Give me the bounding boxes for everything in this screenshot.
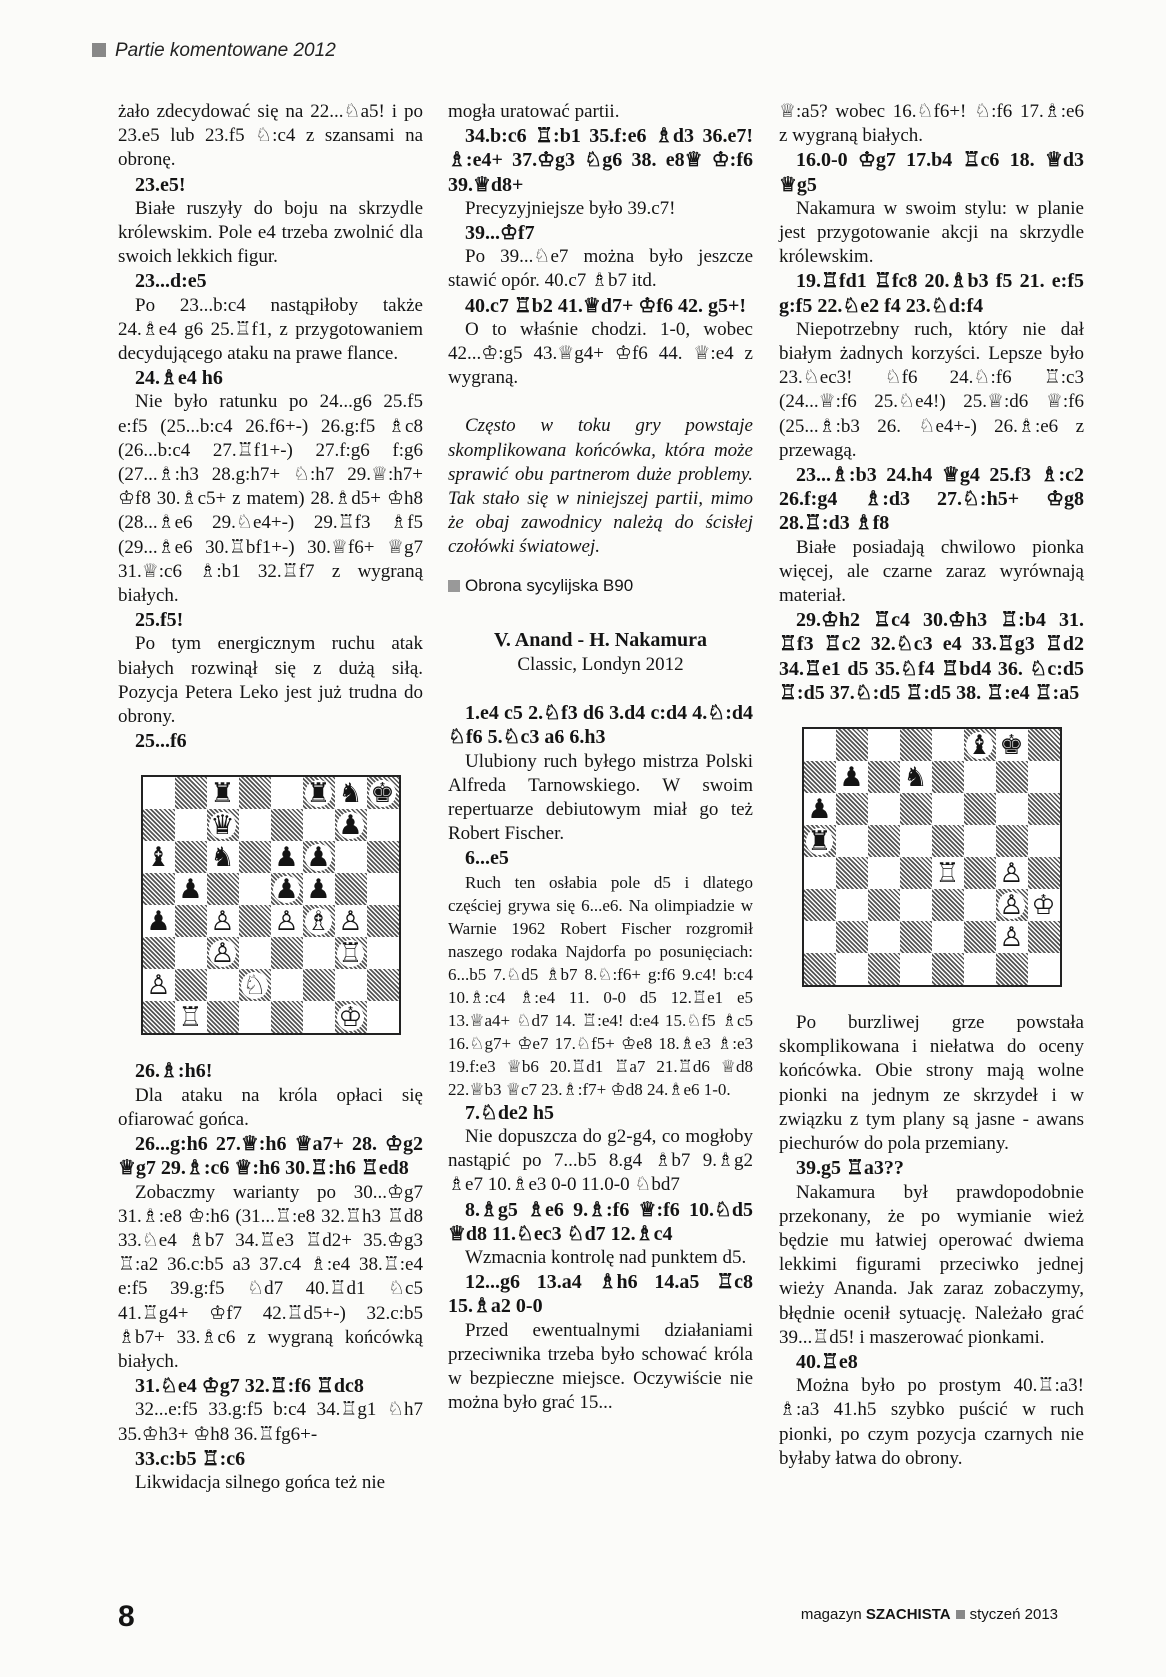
move-line: 26.♗:h6!	[135, 1060, 213, 1083]
game-event: Classic, Londyn 2012	[517, 654, 684, 676]
board-square	[271, 873, 303, 905]
move-line: 26...g:h6 27.♕:h6 ♕a7+ 28. ♔g2 ♕g7 29.♗:c6 ♕:h6 30.♖:h6 ♖ed8	[118, 1133, 423, 1180]
board-square	[1028, 729, 1060, 761]
move-line: 16.0-0 ♔g7 17.b4 ♖c6 18. ♕d3 ♕g5	[779, 149, 1084, 196]
section-square-icon	[448, 580, 460, 592]
paragraph: ♕:a5? wobec 16.♘f6+! ♘:f6 17.♗:e6 z wygraną białych.	[779, 101, 1084, 147]
board-square	[271, 777, 303, 809]
board-square	[804, 793, 836, 825]
column-1	[118, 100, 423, 1495]
board-square	[335, 905, 367, 937]
footer-magazine-name: SZACHISTA	[865, 1606, 951, 1623]
paragraph: Można było po prostym 40.♖:a3! ♗:a3 41.h5 szybko puścić w ruch pionki, po czym pozycja czarnych nie byłaby łatwa do obrony.	[779, 1375, 1084, 1469]
board-square	[271, 937, 303, 969]
board-square	[804, 953, 836, 985]
board-square	[367, 1001, 399, 1033]
board-square	[964, 729, 996, 761]
paragraph: O to właśnie chodzi. 1-0, wobec 42...♔:g5 43.♕g4+ ♔f6 44. ♕:e4 z wygraną.	[448, 318, 753, 389]
chess-piece: ♜	[210, 777, 235, 809]
board-square	[804, 921, 836, 953]
board-square	[207, 1001, 239, 1033]
board-square	[868, 793, 900, 825]
chess-piece: ♜	[807, 825, 832, 857]
paragraph: Ruch ten osłabia pole d5 i dlatego częściej grywa się 6...e6. Na olimpiadzie w Warnie 1962 Robert Fischer rozgromił naszego rodaka Najdorfa po posunięciach: 6...b5 7.♘d5 ♗b7 8.♘:f6+ g:f6 9.c4! b:c4 10.♗:c4 ♗:e4 11. 0-0 d5 12.♖e1 e5 13.♕a4+ ♘d7 14. ♖:e4! d:e4 15.♘f5 ♗c5 16.♘g7+ ♔e7 17.♘f5+ ♔e8 18.♗e3 ♗:e3 19.f:e3 ♕b6 20.♖d1 ♖a7 21.♖d6 ♕d8 22.♕b3 ♕c7 23.♗:f7+ ♔d8 24.♗e6 1-0.	[448, 872, 753, 1099]
footer-square-icon	[956, 1610, 965, 1619]
chess-piece: ♚	[999, 729, 1024, 761]
chess-piece: ♙	[999, 921, 1024, 953]
chess-piece: ♖	[338, 937, 363, 969]
footer-publication	[801, 1606, 1058, 1623]
move-line: 8.♗g5 ♗e6 9.♗:f6 ♕:f6 10.♘d5 ♕d8 11.♘ec3 ♘d7 12.♗c4	[448, 1198, 753, 1245]
chess-piece: ♟	[146, 905, 171, 937]
move-line: 31.♘e4 ♔g7 32.♖:f6 ♖dc8	[135, 1375, 364, 1398]
board-square	[868, 729, 900, 761]
board-square	[900, 825, 932, 857]
column-3	[779, 100, 1084, 1471]
board-square	[996, 793, 1028, 825]
chess-piece: ♞	[210, 841, 235, 873]
board-square	[964, 953, 996, 985]
paragraph: Białe ruszyły do boju na skrzydle królewskim. Pole e4 trzeba zwolnić dla swoich lekkich figur.	[118, 197, 423, 268]
paragraph: Przed ewentualnymi działaniami przeciwnika trzeba było schować króla w bezpieczne miejsce. Oczywiście nie można było grać 15...	[448, 1319, 753, 1414]
paragraph: Ulubiony ruch byłego mistrza Polski Alfreda Tarnowskiego. W swoim repertuarze debiutowym miał go też Robert Fischer.	[448, 750, 753, 845]
board-square	[964, 761, 996, 793]
board-square	[271, 969, 303, 1001]
board-square	[900, 921, 932, 953]
board-square	[175, 937, 207, 969]
game-players: V. Anand - H. Nakamura	[493, 628, 708, 651]
board-square	[964, 825, 996, 857]
board-square	[239, 777, 271, 809]
move-line: 7.♘de2 h5	[465, 1101, 555, 1124]
move-line: 34.b:c6 ♖:b1 35.f:e6 ♗d3 36.e7! ♗:e4+ 37.♔g3 ♘g6 38. e8♕ ♔:f6 39.♕d8+	[448, 125, 753, 196]
board-square	[303, 905, 335, 937]
move-line: 1.e4 c5 2.♘f3 d6 3.d4 c:d4 4.♘:d4 ♘f6 5.♘c3 a6 6.h3	[448, 702, 753, 749]
board-square	[303, 873, 335, 905]
board-square	[175, 905, 207, 937]
board-square	[932, 889, 964, 921]
board-square	[335, 969, 367, 1001]
chess-piece: ♙	[274, 905, 299, 937]
board-square	[271, 841, 303, 873]
paragraph: mogła uratować partii.	[448, 101, 620, 122]
paragraph: Nakamura w swoim stylu: w planie jest przygotowanie akcji na skrzydle królewskim.	[779, 197, 1084, 268]
move-line: 39.g5 ♖a3??	[796, 1157, 904, 1180]
move-line: 12...g6 13.a4 ♗h6 14.a5 ♖c8 15.♗a2 0-0	[448, 1271, 753, 1318]
board-square	[836, 889, 868, 921]
board-square	[804, 857, 836, 889]
board-square	[900, 953, 932, 985]
board-square	[964, 921, 996, 953]
board-square	[239, 937, 271, 969]
move-line: 25...f6	[135, 730, 187, 753]
board-square	[175, 809, 207, 841]
move-line: 40.♖e8	[796, 1350, 858, 1373]
chess-piece: ♙	[338, 905, 363, 937]
board-square	[367, 777, 399, 809]
chess-diagram-2	[802, 727, 1062, 987]
board-square	[1028, 793, 1060, 825]
section-title: Obrona sycylijska B90	[465, 575, 634, 595]
board-square	[900, 793, 932, 825]
board-square	[175, 873, 207, 905]
board-square	[804, 889, 836, 921]
board-square	[335, 841, 367, 873]
board-square	[900, 729, 932, 761]
page-number: 8	[118, 1600, 135, 1633]
chess-piece: ♘	[242, 969, 267, 1001]
board-square	[367, 873, 399, 905]
board-square	[271, 1001, 303, 1033]
board-square	[996, 953, 1028, 985]
game-header	[448, 628, 753, 677]
header-square-icon	[92, 43, 106, 57]
paragraph: Nie było ratunku po 24...g6 25.f5 e:f5 (25...b:c4 26.f6+-) 26.g:f5 ♗c8 (26...b:c4 27.♖f1+-) 27.f:g6 f:g6 (27...♗:h3 28.g:h7+ ♘:h7 29.♕:h7+ ♔f8 30.♗c5+ z matem) 28.♗d5+ ♔h8 (28...♗e6 29.♘e4+-) 29.♖f3 ♗f5 (29...♗e6 30.♖bf1+-) 30.♕f6+ ♕g7 31.♕:c6 ♗:b1 32.♖f7 z wygraną białych.	[118, 391, 423, 607]
board-square	[1028, 921, 1060, 953]
board-square	[932, 793, 964, 825]
board-square	[836, 793, 868, 825]
chess-piece: ♙	[999, 857, 1024, 889]
board-square	[367, 969, 399, 1001]
chess-piece: ♝	[146, 841, 171, 873]
board-square	[996, 889, 1028, 921]
move-line: 23.e5!	[135, 173, 186, 196]
chess-piece: ♔	[1031, 889, 1056, 921]
board-square	[367, 937, 399, 969]
board-square	[239, 969, 271, 1001]
paragraph: Po 39...♘e7 można było jeszcze stawić opór. 40.c7 ♗b7 itd.	[448, 246, 753, 292]
board-square	[207, 969, 239, 1001]
chess-piece: ♟	[807, 793, 832, 825]
board-square	[143, 777, 175, 809]
column-2	[448, 100, 753, 1415]
paragraph: Niepotrzebny ruch, który nie dał białym żadnych korzyści. Lepsze było 23.♘ec3! ♘f6 24.♘:f6 ♖:c3 (24...♕:f6 25.♘e4!) 25.♕:d6 ♕:f6 (25...♗:b3 26. ♘e4+-) 26.♗:e6 z przewagą.	[779, 318, 1084, 461]
board-square	[239, 1001, 271, 1033]
board-square	[143, 969, 175, 1001]
paragraph: Dla ataku na króla opłaci się ofiarować gońca.	[118, 1084, 423, 1130]
running-header	[92, 40, 336, 62]
paragraph: Zobaczmy warianty po 30...♔g7 31.♗:e8 ♔:h6 (31...♖:e8 32.♖h3 ♖d8 33.♘e4 ♗b7 34.♖e3 ♖d2+ 35.♔g3 ♖:a2 36.c:b5 a3 37.c4 ♗:e4 38.♖:e4 e:f5 39.g:f5 ♘d7 40.♖d1 ♘c5 41.♖g4+ ♔f7 42.♖d5+-) 32.c:b5 ♗b7+ 33.♗c6 z wygraną końcówką białych.	[118, 1181, 423, 1372]
board-square	[1028, 857, 1060, 889]
chess-piece: ♚	[370, 777, 395, 809]
section-label	[448, 574, 753, 598]
board-square	[207, 809, 239, 841]
paragraph: Nie dopuszcza do g2-g4, co mogłoby nastąpić po 7...b5 8.g4 ♗b7 9.♗g2 ♗e7 10.♗e3 0-0 11.0-0 ♘bd7	[448, 1125, 753, 1196]
board-square	[175, 841, 207, 873]
board-square	[143, 905, 175, 937]
board-square	[1028, 761, 1060, 793]
move-line: 33.c:b5 ♖:c6	[135, 1447, 246, 1470]
chess-piece: ♖	[935, 857, 960, 889]
board-square	[1028, 889, 1060, 921]
board-square	[143, 841, 175, 873]
paragraph: Po 23...b:c4 nastąpiłoby także 24.♗e4 g6 25.♖f1, z przygotowaniem decydującego ataku na prawe flance.	[118, 294, 423, 365]
paragraph: Wzmacnia kontrolę nad punktem d5.	[465, 1246, 747, 1268]
paragraph: Po tym energicznym ruchu atak białych rozwinął się z dużą siłą. Pozycja Petera Leko jest już trudna do obrony.	[118, 633, 423, 728]
board-square	[271, 905, 303, 937]
board-square	[207, 905, 239, 937]
board-square	[964, 793, 996, 825]
board-square	[143, 1001, 175, 1033]
chess-piece: ♙	[210, 905, 235, 937]
board-square	[239, 841, 271, 873]
chess-piece: ♙	[999, 889, 1024, 921]
board-square	[868, 889, 900, 921]
board-square	[964, 889, 996, 921]
board-square	[207, 777, 239, 809]
paragraph: Nakamura był prawdopodobnie przekonany, że po wymianie wież będzie mu łatwiej operować dwiema lekkimi figurami przeciwko jednej wieży Ananda. Jak zaraz zobaczymy, błędnie ocenił sytuację. Należało grać 39...♖d5! i maszerować pionkami.	[779, 1181, 1084, 1348]
board-square	[367, 841, 399, 873]
board-square	[836, 921, 868, 953]
paragraph: Białe posiadają chwilowo pionka więcej, ale czarne zaraz wyrównają materiał.	[779, 536, 1084, 607]
move-line: 19.♖fd1 ♖fc8 20.♗b3 f5 21. e:f5 g:f5 22.♘e2 f4 23.♘d:f4	[779, 270, 1084, 317]
board-square	[303, 809, 335, 841]
board-square	[996, 857, 1028, 889]
board-square	[932, 953, 964, 985]
paragraph: żało zdecydować się na 22...♘a5! i po 23.e5 lub 23.f5 ♘:c4 z szansami na obronę.	[118, 101, 423, 171]
board-square	[207, 841, 239, 873]
board-square	[367, 809, 399, 841]
board-square	[335, 777, 367, 809]
move-line: 40.c7 ♖b2 41.♕d7+ ♔f6 42. g5+!	[465, 294, 747, 317]
board-square	[207, 873, 239, 905]
board-square	[143, 873, 175, 905]
board-square	[836, 825, 868, 857]
chess-piece: ♟	[178, 873, 203, 905]
board-square	[932, 857, 964, 889]
board-square	[239, 873, 271, 905]
board-square	[143, 809, 175, 841]
header-title: Partie komentowane 2012	[115, 40, 336, 61]
move-line: 6...e5	[465, 847, 509, 870]
move-line: 25.f5!	[135, 609, 184, 632]
chess-diagram-1	[141, 775, 401, 1035]
footer-magazine: magazyn	[800, 1606, 862, 1623]
move-line: 39...♔f7	[465, 222, 535, 245]
move-line: 24.♗e4 h6	[135, 367, 223, 390]
move-line: 23...♗:b3 24.h4 ♕g4 25.f3 ♗:c2 26.f:g4 ♗:d3 27.♘:h5+ ♔g8 28.♖:d3 ♗f8	[779, 464, 1084, 535]
move-line: 29.♔h2 ♖c4 30.♔h3 ♖:b4 31. ♖f3 ♖c2 32.♘c3 e4 33.♖g3 ♖d2 34.♖e1 d5 35.♘f4 ♖bd4 36. ♘c:d5 ♖:d5 37.♘:d5 ♖:d5 38. ♖:e4 ♖:a5	[779, 609, 1084, 704]
board-square	[175, 969, 207, 1001]
board-square	[932, 825, 964, 857]
board-square	[303, 1001, 335, 1033]
board-square	[996, 921, 1028, 953]
board-square	[804, 825, 836, 857]
board-square	[1028, 953, 1060, 985]
paragraph: Likwidacja silnego gońca też nie	[135, 1471, 386, 1493]
chess-piece: ♟	[274, 841, 299, 873]
board-square	[335, 809, 367, 841]
board-square	[932, 729, 964, 761]
board-square	[804, 729, 836, 761]
board-square	[367, 905, 399, 937]
board-square	[335, 873, 367, 905]
board-square	[868, 857, 900, 889]
board-square	[303, 937, 335, 969]
board-square	[868, 921, 900, 953]
chess-piece: ♜	[306, 777, 331, 809]
chess-piece: ♝	[967, 729, 992, 761]
chess-piece: ♔	[338, 1001, 363, 1033]
paragraph: Po burzliwej grze powstała skomplikowana i niełatwa do oceny końcówka. Obie strony mają wolne pionki na jednym ze skrzydeł i w związku z tym plany są jasne - awans piechurów do pola przemiany.	[779, 1012, 1084, 1155]
board-square	[207, 937, 239, 969]
board-square	[175, 777, 207, 809]
board-square	[900, 857, 932, 889]
board-square	[175, 1001, 207, 1033]
chess-piece: ♞	[338, 777, 363, 809]
board-square	[143, 937, 175, 969]
board-square	[1028, 825, 1060, 857]
board-square	[836, 761, 868, 793]
board-square	[804, 761, 836, 793]
paragraph: 32...e:f5 33.g:f5 b:c4 34.♖g1 ♘h7 35.♔h3+ ♔h8 36.♖fg6+-	[118, 1399, 423, 1445]
footer-issue: styczeń 2013	[969, 1606, 1058, 1623]
chess-piece: ♟	[274, 873, 299, 905]
board-square	[932, 761, 964, 793]
chess-piece: ♟	[306, 841, 331, 873]
board-square	[239, 809, 271, 841]
board-square	[964, 857, 996, 889]
chess-piece: ♞	[903, 761, 928, 793]
board-square	[932, 921, 964, 953]
board-square	[836, 729, 868, 761]
board-square	[868, 953, 900, 985]
chess-piece: ♟	[839, 761, 864, 793]
board-square	[303, 969, 335, 1001]
commentary-note: Często w toku gry powstaje skomplikowana końcówka, która może sprawić obu partnerom duże problemy. Tak stało się w niniejszej partii, mimo że obaj zawodnicy należą do ścisłej czołówki światowej.	[448, 415, 753, 558]
chess-piece: ♙	[146, 969, 171, 1001]
chess-piece: ♟	[338, 809, 363, 841]
board-square	[303, 777, 335, 809]
board-square	[868, 825, 900, 857]
paragraph: Precyzyjniejsze było 39.c7!	[465, 197, 676, 219]
chess-piece: ♖	[178, 1001, 203, 1033]
board-square	[239, 905, 271, 937]
board-square	[900, 889, 932, 921]
chess-piece: ♗	[306, 905, 331, 937]
board-square	[271, 809, 303, 841]
board-square	[303, 841, 335, 873]
board-square	[900, 761, 932, 793]
board-square	[335, 937, 367, 969]
chess-piece: ♟	[306, 873, 331, 905]
chess-piece: ♙	[210, 937, 235, 969]
board-square	[868, 761, 900, 793]
board-square	[836, 953, 868, 985]
board-square	[996, 729, 1028, 761]
board-square	[836, 857, 868, 889]
board-square	[996, 761, 1028, 793]
board-square	[996, 825, 1028, 857]
chess-piece: ♛	[210, 809, 235, 841]
move-line: 23...d:e5	[135, 270, 207, 293]
board-square	[335, 1001, 367, 1033]
